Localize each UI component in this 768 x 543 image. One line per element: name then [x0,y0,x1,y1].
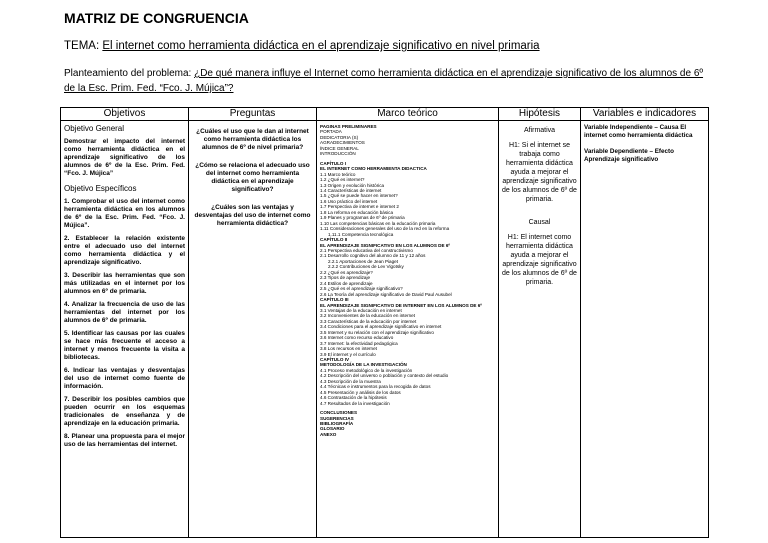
marco-item: PAGINAS PRELIMINARES [320,124,377,129]
tema-text: El internet como herramienta didáctica en el aprendizaje significativo en nivel primaria [102,40,540,52]
marco-item: CONCLUSIONES [320,410,358,416]
marco-item: 1.4 Características de internet [320,187,382,193]
objetivos-cell [61,121,189,538]
marco-item: 3.4 Condiciones para el aprendizaje significativo en internet [320,324,442,330]
table-header-row [61,108,709,121]
marco-item: CAPÍTULO II [320,237,348,243]
tema-line [64,40,540,52]
marco-item: 3.5 Internet y su relación con el aprendizaje significativo [320,329,434,335]
hipotesis-causal-text: H1: El internet como herramienta didáctica ayuda a mejorar el aprendizaje significativo de los alumnos de 6º de primaria. [502,234,577,286]
marco-item: 1.3 Origen y evolución histórica [320,182,385,188]
marco-item: CAPÍTULO IV [320,357,350,363]
marco-item: 1.5 ¿Qué se puede hacer en internet? [320,193,398,199]
marco-item: 3.7 Internet: la efectividad pedagógica [320,340,398,346]
marco-item: 3.3 Características de la educación por internet [320,318,417,324]
marco-item: 1.1 Marco teórico [320,171,356,177]
marco-item: 4.7 Resultados de la investigación [320,400,390,406]
marco-item: 1.10 Las competencias básicas en la educación primaria [320,220,436,226]
objetivo-especifico: 4. Analizar la frecuencia de uso de las herramientas del internet por los alumnos de 6º de primaria. [64,301,185,324]
marco-item: 4.5 Presentación y análisis de los datos [320,389,401,395]
marco-item: ÍNDICE GENERAL [320,145,359,151]
objetivos-especificos-title: Objetivo Específicos [64,184,137,193]
hipotesis-causal-title: Causal [528,219,551,226]
marco-item: EL INTERNET COMO HERRAMIENTA DIDACTICA [320,166,427,172]
header-objetivos: Objetivos [61,108,189,121]
marco-item: ANEXO [320,431,337,437]
hipotesis-cell [499,121,581,538]
marco-item: EL APRENDIZAJE SIGNIFICATIVO EN LOS ALUMNOS DE 6º [320,242,451,248]
table-row [61,121,709,538]
marco-item: EL APRENDIZAJE SIGNIFICATIVO DE INTERNET EN LOS ALUMNOS DE 6º [320,302,482,308]
variable-dependiente: Variable Dependiente – Efecto Aprendizaje significativo [584,148,674,163]
congruence-table [60,107,709,538]
preguntas-cell [189,121,317,538]
marco-item: 2.1 Desarrollo cognitivo del alumno de 11 y 12 años [320,253,426,259]
variables-cell [581,121,709,538]
marco-item: 2.4 Estilos de aprendizaje [320,280,373,286]
marco-teorico-list [320,124,495,437]
marco-item: 1.2 ¿Qué es internet? [320,177,365,183]
marco-item: PORTADA [320,129,342,135]
planteamiento-text: ¿De qué manera influye el Internet como herramienta didáctica en el aprendizaje significativo de los alumnos de 6º de la Esc. Prim. Fed. “Fco. J. Mújica”? [64,68,704,94]
marco-item: 3.9 El internet y el currículo [320,351,376,357]
pregunta: ¿Cuáles el uso que le dan al internet como herramienta didáctica los alumnos de 6º de nivel primaria? [196,128,309,151]
objetivo-especifico: 6. Indicar las ventajas y desventajas del uso de internet como fuente de información. [64,367,185,390]
header-marco-teorico: Marco teórico [317,108,499,121]
planteamiento-label: Planteamiento del problema: [64,68,192,79]
objetivo-especifico: 7. Describir los posibles cambios que pueden ocurrir en los esquemas tradicionales de enseñanza y de aprendizaje en la educación primaria. [64,396,185,427]
marco-item: 1.9 Planes y programas de 6º de primaria [320,215,405,221]
objetivo-general-text: Demostrar el impacto del internet como herramienta didáctica en el aprendizaje significativo de los alumnos de 6º de la Esc. Prim. Fed. “Fco. J. Mújica” [64,138,185,177]
objetivo-especifico: 1. Comprobar el uso del internet como herramienta didáctica en los alumnos de 6º de la Esc. Prim. Fed. “Fco. J. Mújica”. [64,198,185,229]
marco-item: 2.1 Perspectiva educativa del constructivismo [320,247,413,253]
objetivo-general-title: Objetivo General [64,124,125,133]
hipotesis-afirmativa-title: Afirmativa [523,127,556,134]
planteamiento-line [64,66,704,96]
marco-item: 2.5 ¿Qué es el aprendizaje significativo? [320,286,403,292]
marco-item: METODOLOGÍA DE LA INVESTIGACIÓN [320,362,407,368]
marco-item: DEDICATORIA (S) [320,134,359,140]
marco-item: INTRODUCCIÓN [320,151,356,157]
objetivos-especificos-list [64,198,185,449]
objetivo-especifico: 8. Planear una propuesta para el mejor uso de las herramientas del internet. [64,433,185,448]
document-title: MATRIZ DE CONGRUENCIA [64,10,249,26]
marco-item: AGRADECIMIENTOS [320,140,365,146]
marco-item: SUGERENCIAS [320,415,354,421]
marco-item: CAPÍTULO III [320,297,349,303]
marco-item: 1.8 La reforma en educación básica [320,209,394,215]
marco-item: 3.6 Internet como recurso educativo [320,335,394,341]
marco-teorico-cell [317,121,499,538]
marco-item: 4.2 Descripción del universo o población y contexto del estudio [320,373,449,379]
marco-item: 1.7 Perspectiva de internet e internet 2 [320,204,399,210]
objetivo-especifico: 3. Describir las herramientas que son más utilizadas en el internet por los alumnos en 6º de primaria. [64,272,185,295]
objetivo-especifico: 2. Establecer la relación existente entre el adecuado uso del internet como herramienta didáctica y el aprendizaje significativo. [64,235,185,266]
variable-independiente: Variable Independiente – Causa El internet como herramienta didáctica [584,124,693,139]
marco-item: 4.1 Proceso metodológico de la investigación [320,367,413,373]
marco-item: 2.2 ¿Qué es aprendizaje? [320,269,373,275]
marco-item: 2.6 La Teoría del aprendizaje significativo de David Paul Ausubel [320,291,452,297]
marco-item: CAPÍTULO I [320,160,347,166]
marco-item: 2.3 Tipos de aprendizaje [320,275,371,281]
marco-item: 3.8 Los recursos en internet [320,346,377,352]
tema-label: TEMA: [64,40,100,52]
header-hipotesis: Hipótesis [499,108,581,121]
header-preguntas: Preguntas [189,108,317,121]
marco-item: 1.11.1 Competencia tecnológica [328,231,394,237]
marco-item: GLOSARIO [320,426,345,432]
header-variables: Variables e indicadores [581,108,709,121]
marco-item: 4.4 Técnicas e instrumentos para la recogida de datos [320,384,431,390]
marco-item: 1.11 Consideraciones generales del uso de la red en la reforma [320,226,450,232]
marco-item: BIBLIOGRAFÍA [320,421,354,427]
objetivo-especifico: 5. Identificar las causas por las cuales se hace más frecuente el acceso a internet y menos frecuente la visita a bibliotecas. [64,330,185,361]
marco-item: 3.2 Inconvenientes de la educación en internet [320,313,416,319]
marco-item: 2.2.1 Aportaciones de Jean Piaget [328,258,398,264]
hipotesis-afirmativa-text: H1: Si el internet se trabaja como herramienta didáctica ayuda a mejorar el aprendizaje significativo de los alumnos de 6º de primaria. [502,142,577,203]
marco-item: 3.1 Ventajas de la educación en internet [320,307,402,313]
marco-item: 1.6 Uso práctico del internet [320,198,378,204]
marco-item: 4.6 Contrastación de la hipótesis [320,395,387,401]
marco-item: 2.2.2 Contribuciones de Lev Vigotsky [328,264,404,270]
pregunta: ¿Cuáles son las ventajas y desventajas del uso de internet como herramienta didáctica? [194,204,311,227]
pregunta: ¿Cómo se relaciona el adecuado uso del internet como herramienta didáctica en el aprendizaje significativo? [195,162,310,193]
marco-item: 4.3 Descripción de la muestra [320,378,381,384]
